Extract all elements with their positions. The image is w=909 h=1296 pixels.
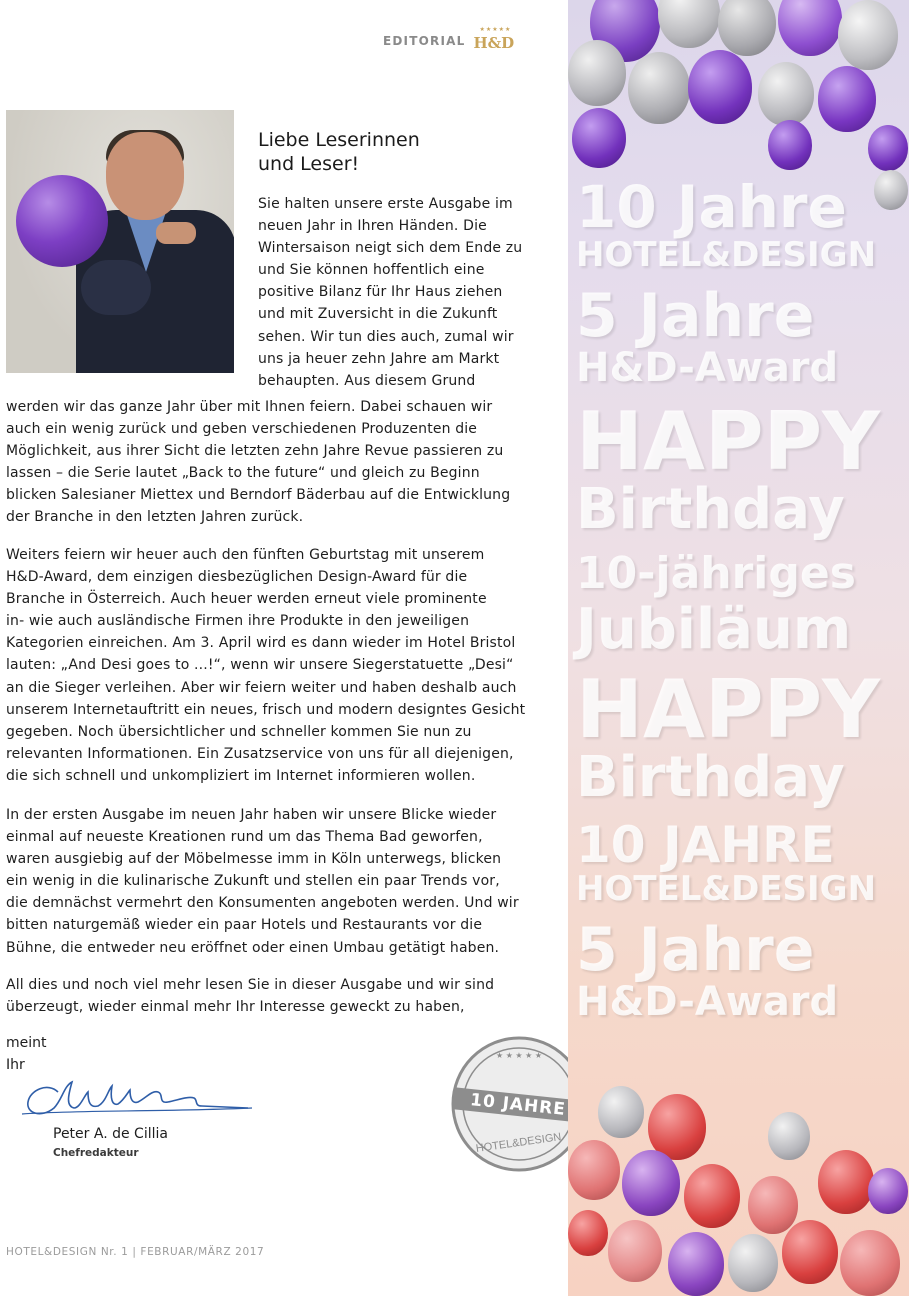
- text-line: einmal auf neueste Kreationen rund um das Thema Bad geworfen,: [6, 829, 483, 846]
- text-line: All dies und noch viel mehr lesen Sie in dieser Ausgabe und wir sind: [6, 977, 495, 993]
- signature-name: Peter A. de Cillia: [53, 1126, 168, 1142]
- text-line: relevanten Informationen. Ein Zusatzservice von uns für all diejenigen,: [6, 745, 514, 762]
- balloon-icon: [572, 108, 626, 168]
- text-line: behaupten. Aus diesem Grund: [258, 372, 476, 389]
- editor-photo: [6, 110, 234, 373]
- sidebar-word: H&D-Award: [576, 979, 839, 1025]
- balloon-icon: [568, 40, 626, 106]
- hd-logo: [473, 26, 519, 52]
- text-line: die sich schnell und unkompliziert im Internet informieren wollen.: [6, 767, 476, 784]
- balloon-icon: [868, 1168, 908, 1214]
- footer: HOTEL&DESIGN Nr. 1 | FEBRUAR/MÄRZ 2017: [6, 1246, 265, 1258]
- stamp-subtext: HOTEL&DESIGN: [475, 1131, 563, 1155]
- sidebar-word: 5 Jahre: [576, 915, 815, 985]
- title-line: Liebe Leserinnen: [258, 129, 420, 151]
- balloon-icon: [838, 0, 898, 70]
- text-line: gegeben. Noch übersichtlicher und schneller kommen Sie nun zu: [6, 723, 472, 740]
- decorative-sidebar: [568, 0, 909, 1296]
- sidebar-word: HOTEL&DESIGN: [576, 235, 877, 275]
- stamp-stars: ★ ★ ★ ★ ★: [495, 1051, 543, 1060]
- text-line: die demnächst vermehrt den Konsumenten angeboten werden. Und wir: [6, 895, 519, 912]
- balloon-icon: [818, 1150, 874, 1214]
- paragraph-3: [6, 804, 536, 959]
- balloon-icon: [768, 1112, 810, 1160]
- closing-line: Ihr: [6, 1057, 25, 1073]
- sidebar-word: 10-jähriges: [576, 548, 856, 599]
- balloon-icon: [728, 1234, 778, 1292]
- text-line: in- wie auch ausländische Firmen ihre Produkte in den jeweiligen: [6, 613, 470, 630]
- balloon-icon: [658, 0, 720, 48]
- text-line: lauten: „And Desi goes to ...!“, wenn wir unsere Siegerstatuette „Desi“: [6, 657, 514, 674]
- text-line: positive Bilanz für Ihr Haus ziehen: [258, 284, 503, 301]
- balloon-icon: [688, 50, 752, 124]
- text-line: überzeugt, wieder einmal mehr Ihr Interesse geweckt zu haben,: [6, 999, 465, 1016]
- sidebar-word-stack: [576, 173, 909, 1025]
- text-line: ein wenig in die kulinarische Zukunft und stellen ein paar Trends vor,: [6, 873, 500, 890]
- title-line: und Leser!: [258, 153, 360, 175]
- balloon-icon: [818, 66, 876, 132]
- text-line: Kategorien einreichen. Am 3. April wird es dann wieder im Hotel Bristol: [6, 635, 516, 652]
- sidebar-word: Jubiläum: [576, 597, 852, 662]
- balloon-icon: [608, 1220, 662, 1282]
- text-line: blicken Salesianer Miettex und Berndorf Bäderbau auf die Entwicklung: [6, 487, 511, 504]
- balloon-icon: [768, 120, 812, 170]
- sidebar-word: 10 Jahre: [576, 173, 847, 241]
- text-line: Möglichkeit, aus ihrer Sicht die letzten zehn Jahre Revue passieren zu: [6, 443, 504, 460]
- section-label: EDITORIAL: [383, 34, 466, 48]
- balloon-icon: [668, 1232, 724, 1296]
- sidebar-word: 5 Jahre: [576, 281, 815, 351]
- closing-line: meint: [6, 1035, 47, 1051]
- text-line: werden wir das ganze Jahr über mit Ihnen feiern. Dabei schauen wir: [6, 399, 493, 415]
- text-line: neuen Jahr in Ihren Händen. Die: [258, 218, 487, 235]
- header: [383, 26, 519, 52]
- text-line: In der ersten Ausgabe im neuen Jahr haben wir unsere Blicke wieder: [6, 807, 497, 823]
- balloon-icon: [628, 52, 690, 124]
- sidebar-word: 10 JAHRE: [576, 816, 835, 874]
- text-line: Branche in Österreich. Auch heuer werden erneut viele prominente: [6, 591, 487, 608]
- signature-image: [18, 1062, 258, 1130]
- balloon-icon: [748, 1176, 798, 1234]
- text-line: bitten naturgemäß wieder ein paar Hotels und Restaurants vor die: [6, 917, 483, 934]
- text-line: Bühne, die entweder neu eröffnet oder einen Umbau getätigt haben.: [6, 939, 500, 956]
- sidebar-word: HOTEL&DESIGN: [576, 869, 877, 909]
- paragraph-2: [6, 544, 536, 787]
- text-line: und mit Zuversicht in die Zukunft: [258, 306, 498, 323]
- sidebar-word: Birthday: [576, 745, 845, 810]
- balloon-icon: [718, 0, 776, 56]
- balloon-icon: [568, 1140, 620, 1200]
- balloon-icon: [16, 175, 108, 267]
- paragraph-4: [6, 974, 536, 1018]
- signature-role: Chefredakteur: [53, 1147, 139, 1159]
- text-line: Weiters feiern wir heuer auch den fünften Geburtstag mit unserem: [6, 547, 485, 563]
- logo-stars: ★★★★★: [479, 26, 512, 33]
- text-line: lassen – die Serie lautet „Back to the future“ und gleich zu Beginn: [6, 465, 480, 482]
- text-line: an die Sieger verleihen. Aber wir feiern weiter und haben deshalb auch: [6, 679, 517, 696]
- balloon-icon: [568, 1210, 608, 1256]
- sidebar-word: Birthday: [576, 477, 845, 542]
- text-line: sehen. Wir tun dies auch, zumal wir: [258, 328, 514, 345]
- text-line: uns ja heuer zehn Jahre am Markt: [258, 350, 500, 367]
- text-line: der Branche in den letzten Jahren zurück.: [6, 509, 304, 526]
- balloon-icon: [598, 1086, 644, 1138]
- balloon-icon: [778, 0, 842, 56]
- balloon-icon: [622, 1150, 680, 1216]
- sidebar-word: HAPPY: [576, 395, 881, 488]
- intro-paragraph: [258, 193, 528, 392]
- text-line: und Sie können hoffentlich eine: [258, 262, 485, 279]
- text-line: unserem Internetauftritt ein neues, frisch und modern designtes Gesicht: [6, 701, 526, 718]
- sidebar-word: H&D-Award: [576, 345, 839, 391]
- stamp-main-label: 10 JAHRE: [452, 1087, 584, 1122]
- balloon-icon: [684, 1164, 740, 1228]
- text-line: Sie halten unsere erste Ausgabe im: [258, 196, 513, 212]
- logo-text: H&D: [473, 34, 515, 52]
- text-line: waren ausgiebig auf der Möbelmesse imm in Köln unterwegs, blicken: [6, 851, 502, 868]
- balloon-icon: [840, 1230, 900, 1296]
- paragraph-1: [6, 396, 536, 529]
- balloon-icon: [868, 125, 908, 171]
- balloon-icon: [782, 1220, 838, 1284]
- sidebar-word: HAPPY: [576, 663, 881, 756]
- text-line: auch ein wenig zurück und geben verschiedenen Produzenten die: [6, 421, 478, 438]
- balloon-icon: [758, 62, 814, 126]
- text-line: H&D-Award, dem einzigen diesbezüglichen Design-Award für die: [6, 569, 468, 586]
- text-line: Wintersaison neigt sich dem Ende zu: [258, 240, 523, 257]
- page-title: [258, 128, 420, 176]
